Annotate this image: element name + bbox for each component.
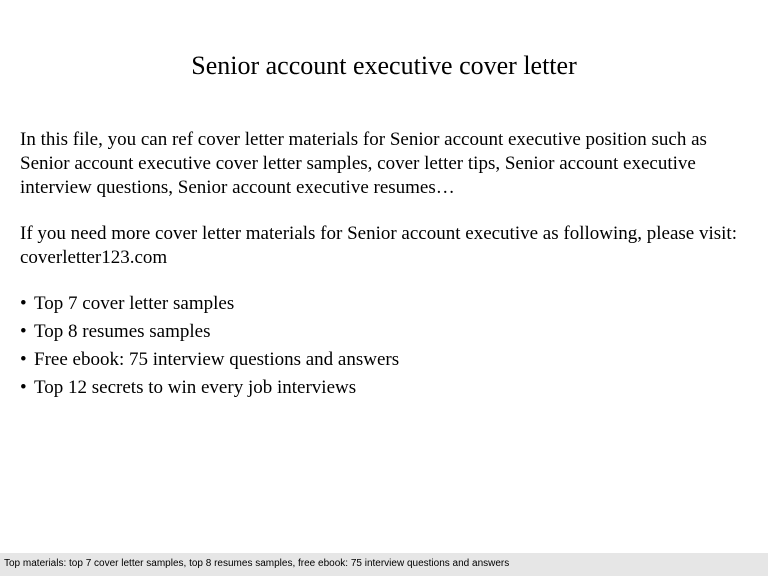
materials-list <box>20 290 399 402</box>
list-item <box>20 290 399 318</box>
bullet-icon: • <box>20 349 27 370</box>
slide-title: Senior account executive cover letter <box>191 51 577 80</box>
list-item-text: Top 12 secrets to win every job interviews <box>34 377 357 398</box>
list-item-text: Top 7 cover letter samples <box>34 293 235 314</box>
bullet-icon: • <box>20 377 27 398</box>
list-item <box>20 346 399 374</box>
bullet-icon: • <box>20 321 27 342</box>
list-item-text: Free ebook: 75 interview questions and answers <box>34 349 400 370</box>
footer-bar <box>0 553 768 576</box>
intro-paragraph: In this file, you can ref cover letter materials for Senior account executive position such as Senior account executive cover letter samples, cover letter tips, Senior account executive interview questions, Senior account executive resumes… <box>20 129 707 198</box>
list-item <box>20 374 399 402</box>
visit-paragraph: If you need more cover letter materials for Senior account executive as following, please visit: coverletter123.com <box>20 223 737 268</box>
list-item-text: Top 8 resumes samples <box>34 321 211 342</box>
list-item <box>20 318 399 346</box>
footer-text: Top materials: top 7 cover letter samples, top 8 resumes samples, free ebook: 75 interview questions and answers <box>4 558 510 569</box>
bullet-icon: • <box>20 293 27 314</box>
